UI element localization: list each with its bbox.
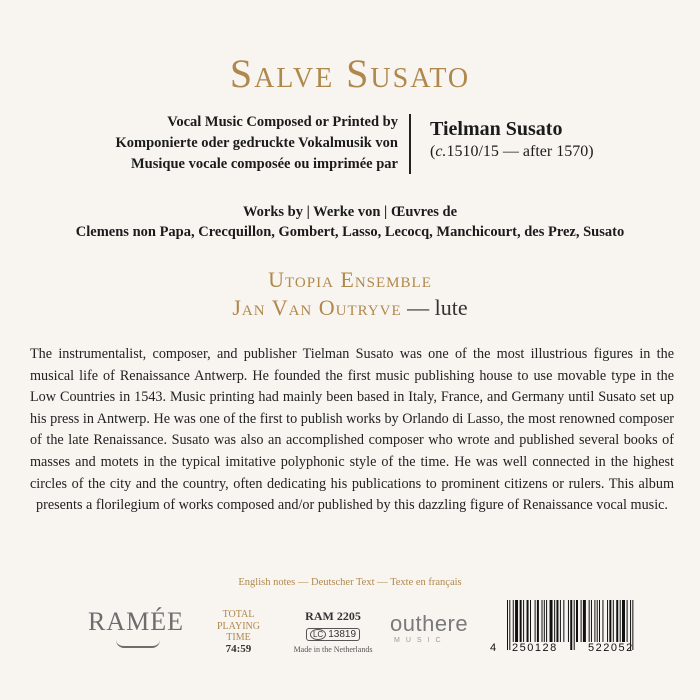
subtitle-line-de: Komponierte oder gedruckte Vokalmusik von	[115, 135, 398, 151]
barcode-bar	[597, 600, 598, 642]
catalog-block	[288, 609, 378, 654]
barcode-bar	[535, 600, 536, 642]
barcode-bar	[568, 600, 569, 642]
subtitle-line-en: Vocal Music Composed or Printed by	[167, 114, 398, 130]
barcode-bar	[622, 600, 625, 642]
barcode-bar	[599, 600, 600, 642]
barcode-bar	[609, 600, 611, 642]
outhere-logo	[390, 611, 469, 644]
barcode-bar	[554, 600, 555, 642]
barcode-bar	[560, 600, 561, 642]
composer-dates: (c.1510/15 — after 1570)	[430, 143, 594, 160]
barcode-bar	[576, 600, 578, 642]
barcode-bar	[544, 600, 545, 642]
works-composers: Clemens non Papa, Crecquillon, Gombert, Lasso, Lecocq, Manchicourt, des Prez, Susato	[75, 224, 625, 240]
playing-time-label-3: TIME	[226, 632, 251, 643]
barcode-bar	[515, 600, 518, 642]
playing-time-value: 74:59	[225, 642, 252, 655]
label-code	[306, 628, 360, 641]
subtitle-divider	[409, 114, 411, 174]
performer-line	[0, 294, 700, 322]
barcode-bar	[602, 600, 603, 642]
subtitle-block	[115, 112, 398, 175]
barcode-bar	[520, 600, 522, 642]
barcode-bar	[581, 600, 582, 642]
performer-name: Jan Van Outryve	[232, 295, 402, 320]
barcode-bar	[509, 600, 510, 650]
barcode-bar	[523, 600, 524, 642]
barcode-bar	[594, 600, 595, 642]
barcode-bar	[507, 600, 508, 650]
barcode-bar	[550, 600, 553, 642]
composer-dates-circa: c.	[435, 143, 447, 160]
barcode-bar	[591, 600, 592, 642]
composer-name: Tielman Susato	[430, 118, 563, 140]
catalog-number: RAM 2205	[305, 609, 361, 623]
notes-languages: English notes — Deutscher Text — Texte en français	[238, 577, 462, 588]
ensemble-name: Utopia Ensemble	[268, 267, 432, 292]
barcode-bar	[607, 600, 608, 642]
performer-instrument: lute	[434, 295, 468, 320]
outhere-logo-sub: MUSIC	[394, 637, 447, 644]
playing-time	[217, 609, 260, 655]
works-heading: Works by | Werke von | Œuvres de	[242, 204, 458, 220]
outhere-logo-text: outhere	[390, 611, 469, 636]
barcode-bar	[613, 600, 614, 642]
barcode-bar	[530, 600, 531, 642]
barcode-bar	[620, 600, 621, 642]
barcode-bar	[589, 600, 590, 642]
barcode-bar	[570, 600, 572, 650]
lc-mark: LC	[310, 629, 326, 640]
barcode-bar	[556, 600, 558, 642]
barcode-bar	[574, 600, 575, 650]
barcode-bar	[513, 600, 514, 642]
subtitle-line-fr: Musique vocale composée ou imprimée par	[130, 156, 398, 172]
composer-block	[430, 117, 594, 163]
barcode-bar	[542, 600, 543, 642]
barcode-digit-first: 4	[490, 642, 497, 654]
barcode-bar	[563, 600, 564, 642]
barcode-digit-left: 250128	[512, 642, 558, 654]
barcode-bar	[616, 600, 618, 642]
playing-time-label-2: PLAYING	[217, 620, 260, 632]
ramee-logo-text: RAMÉE	[88, 607, 184, 636]
ramee-logo	[88, 607, 184, 637]
lc-code: 13819	[328, 629, 357, 640]
playing-time-label-1: TOTAL	[222, 609, 255, 620]
barcode-bar	[546, 600, 547, 642]
barcode-digit-right: 522052	[588, 642, 634, 654]
made-in-text: Made in the Netherlands	[293, 645, 373, 654]
barcode-bar	[583, 600, 586, 642]
barcode-bar	[537, 600, 539, 642]
album-description: The instrumentalist, composer, and publisher Tielman Susato was one of the most illustrious figures in the musical life of Renaissance Antwerp. He founded the first music publishing house to use movable type in the Low Countries in 1543. Music printing had mainly been based in Italy, France, and Germany until Susato set up his press in Antwerp. He was one of the first to publish works by Orlando di Lasso, the most renowned composer of the late Renaissance. Susato was also an accomplished composer who wrote and published several books of masses and motets in the typical imitative polyphonic style of the time. He was well connected in the highest circles of the city and the country, often dedicating his publications to prominent citizens or rulers. This album presents a florilegium of works composed and/or published by this dazzling figure of Renaissance vocal music.	[30, 346, 674, 514]
barcode-bar	[527, 600, 529, 642]
barcode-bar	[627, 600, 628, 642]
album-title: Salve Susato	[229, 51, 471, 96]
ramee-logo-swoosh	[116, 640, 160, 648]
performer-separator: —	[407, 295, 430, 320]
composer-dates-range: 1510/15 — after 1570	[446, 143, 589, 160]
